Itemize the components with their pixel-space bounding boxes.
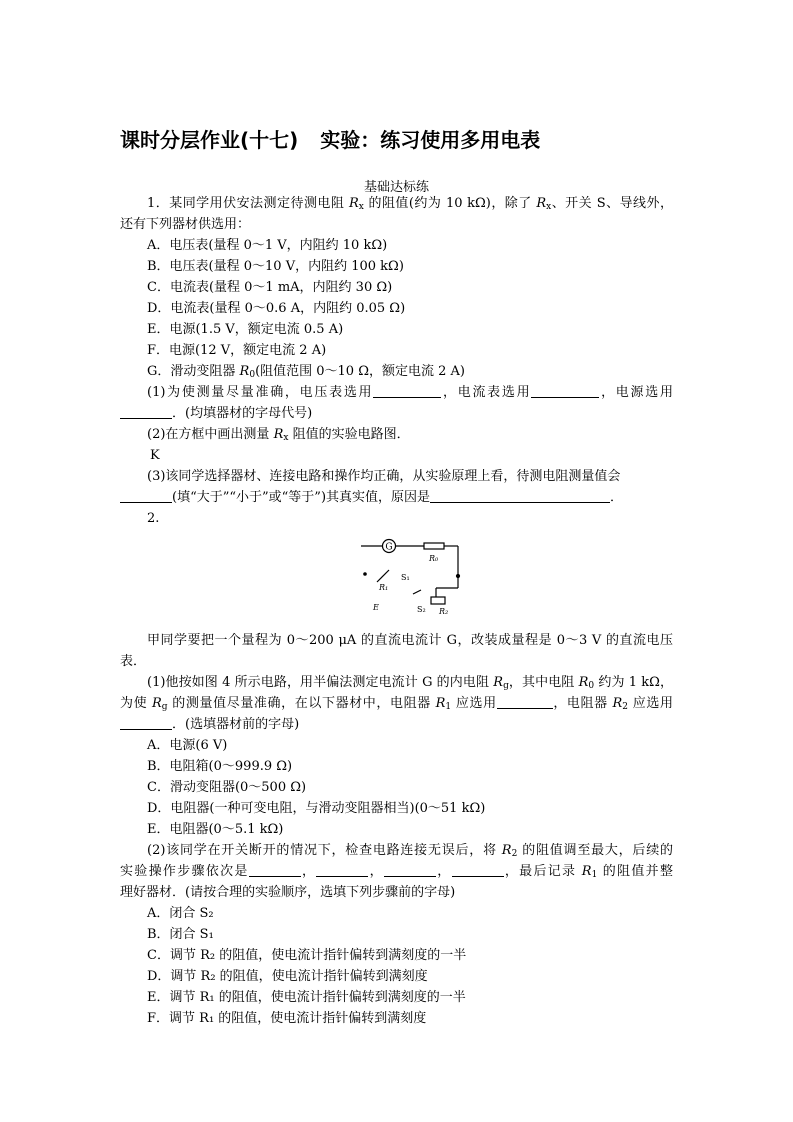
- q2-part2-line3: 理好器材．(请按合理的实验顺序，选填下列步骤前的字母): [120, 885, 456, 900]
- blank-compare[interactable]: [120, 489, 172, 503]
- q1-stem-line2: 还有下列器材供选用：: [120, 217, 251, 232]
- q2-number: 2.: [147, 511, 160, 526]
- blank-step-2[interactable]: [316, 863, 368, 877]
- q1-part1: (1)为使测量尽量准确，电压表选用 ，电流表选用 ，电源选用: [147, 385, 673, 400]
- svg-text:R₁: R₁: [379, 583, 389, 592]
- q2-step-c: C．调节 R₂ 的阻值，使电流计指针偏转到满刻度的一半: [147, 948, 467, 963]
- q1-option-c: C．电流表(量程 0～1 mA，内阻约 30 Ω): [147, 280, 393, 295]
- q2-option-e: E．电阻器(0～5.1 kΩ): [147, 822, 284, 837]
- resistor-r2-icon: [431, 597, 445, 604]
- svg-text:S₂: S₂: [417, 605, 426, 614]
- q2-intro: 甲同学要把一个量程为 0～200 μA 的直流电流计 G，改装成量程是 0～3 V 的直流电压: [147, 633, 673, 648]
- q1-stem: 1．某同学用伏安法测定待测电阻 $R_x$ 的阻值(约为 10 kΩ)，除了 $R_x$、开关 S、导线外，: [147, 196, 674, 212]
- page-title: [120, 124, 540, 153]
- svg-text:S₁: S₁: [401, 573, 410, 582]
- svg-text:E: E: [373, 603, 379, 612]
- q2-step-d: D．调节 R₂ 的阻值，使电流计指针偏转到满刻度: [147, 969, 428, 984]
- blank-voltmeter[interactable]: [373, 384, 441, 398]
- q2-option-c: C．滑动变阻器(0～500 Ω): [147, 780, 307, 795]
- q2-step-f: F．调节 R₁ 的阻值，使电流计指针偏转到满刻度: [147, 1011, 427, 1026]
- q1-option-f: F．电源(12 V，额定电流 2 A): [147, 343, 327, 358]
- blank-reason[interactable]: [430, 489, 610, 503]
- q1-option-g: G．滑动变阻器 $R_0$(阻值范围 0～10 Ω，额定电流 2 A): [147, 364, 465, 380]
- blank-r1-choice[interactable]: [497, 695, 553, 709]
- blank-source[interactable]: [120, 405, 172, 419]
- q2-intro-line2: 表．: [120, 654, 147, 669]
- q1-k-mark: K: [150, 448, 160, 463]
- switch-s2-icon: [413, 590, 421, 594]
- q2-step-b: B．闭合 S₁: [147, 927, 214, 942]
- q1-option-d: D．电流表(量程 0～0.6 A，内阻约 0.05 Ω): [147, 301, 406, 316]
- q2-option-d: D．电阻器(一种可变电阻，与滑动变阻器相当)(0～51 kΩ): [147, 801, 486, 816]
- q2-step-a: A．闭合 S₂: [147, 906, 214, 921]
- resistor-r0-icon: [424, 543, 444, 549]
- svg-text:G: G: [385, 542, 393, 553]
- q1-option-e: E．电源(1.5 V，额定电流 0.5 A): [147, 322, 344, 337]
- blank-step-4[interactable]: [452, 863, 504, 877]
- q2-option-b: B．电阻箱(0～999.9 Ω): [147, 759, 293, 774]
- q2-part2-line2: 实验操作步骤依次是 ， ， ， ，最后记录 $R_1$ 的阻值并整: [120, 864, 673, 880]
- blank-ammeter[interactable]: [531, 384, 599, 398]
- blank-step-3[interactable]: [384, 863, 436, 877]
- svg-text:R₀: R₀: [429, 554, 439, 563]
- blank-r2-choice[interactable]: [120, 716, 172, 730]
- q1-option-b: B．电压表(量程 0～10 V，内阻约 100 kΩ): [147, 259, 404, 274]
- q2-part1-line3: ．(选填器材前的字母): [120, 715, 299, 735]
- q2-step-e: E．调节 R₁ 的阻值，使电流计指针偏转到满刻度的一半: [147, 990, 466, 1005]
- q2-part2: (2)该同学在开关断开的情况下，检查电路连接无误后，将 $R_2$ 的阻值调至最大，后续的: [147, 843, 673, 859]
- q2-part1-line2: 为使 $R_g$ 的测量值尽量准确，在以下器材中，电阻器 $R_1$ 应选用 ，电阻器 $R_2$ 应选用: [120, 696, 673, 712]
- q1-part1-line2: ．(均填器材的字母代号): [120, 404, 312, 424]
- svg-text:R₂: R₂: [439, 607, 449, 616]
- title-main: 课时分层作业(十七): [120, 128, 299, 152]
- q1-part3: (3)该同学选择器材、连接电路和操作均正确，从实验原理上看，待测电阻测量值会: [147, 469, 621, 484]
- switch-s1-icon: [377, 570, 389, 582]
- q1-option-a: A．电压表(量程 0～1 V，内阻约 10 kΩ): [147, 238, 388, 253]
- half-deflection-circuit-figure: [355, 534, 470, 620]
- q1-part3-line2: (填“大于”“小于”或“等于”)其真实值，原因是 ．: [120, 488, 623, 508]
- q2-option-a: A．电源(6 V): [147, 738, 228, 753]
- title-sub: 实验：练习使用多用电表: [320, 128, 541, 152]
- section-heading: 基础达标练: [363, 180, 429, 195]
- blank-step-1[interactable]: [249, 863, 301, 877]
- q2-part1: (1)他按如图 4 所示电路，用半偏法测定电流计 G 的内电阻 $R_g$，其中电阻 $R_0$ 约为 1 kΩ，: [147, 675, 673, 691]
- q1-part2: (2)在方框中画出测量 $R_x$ 阻值的实验电路图．: [147, 427, 410, 443]
